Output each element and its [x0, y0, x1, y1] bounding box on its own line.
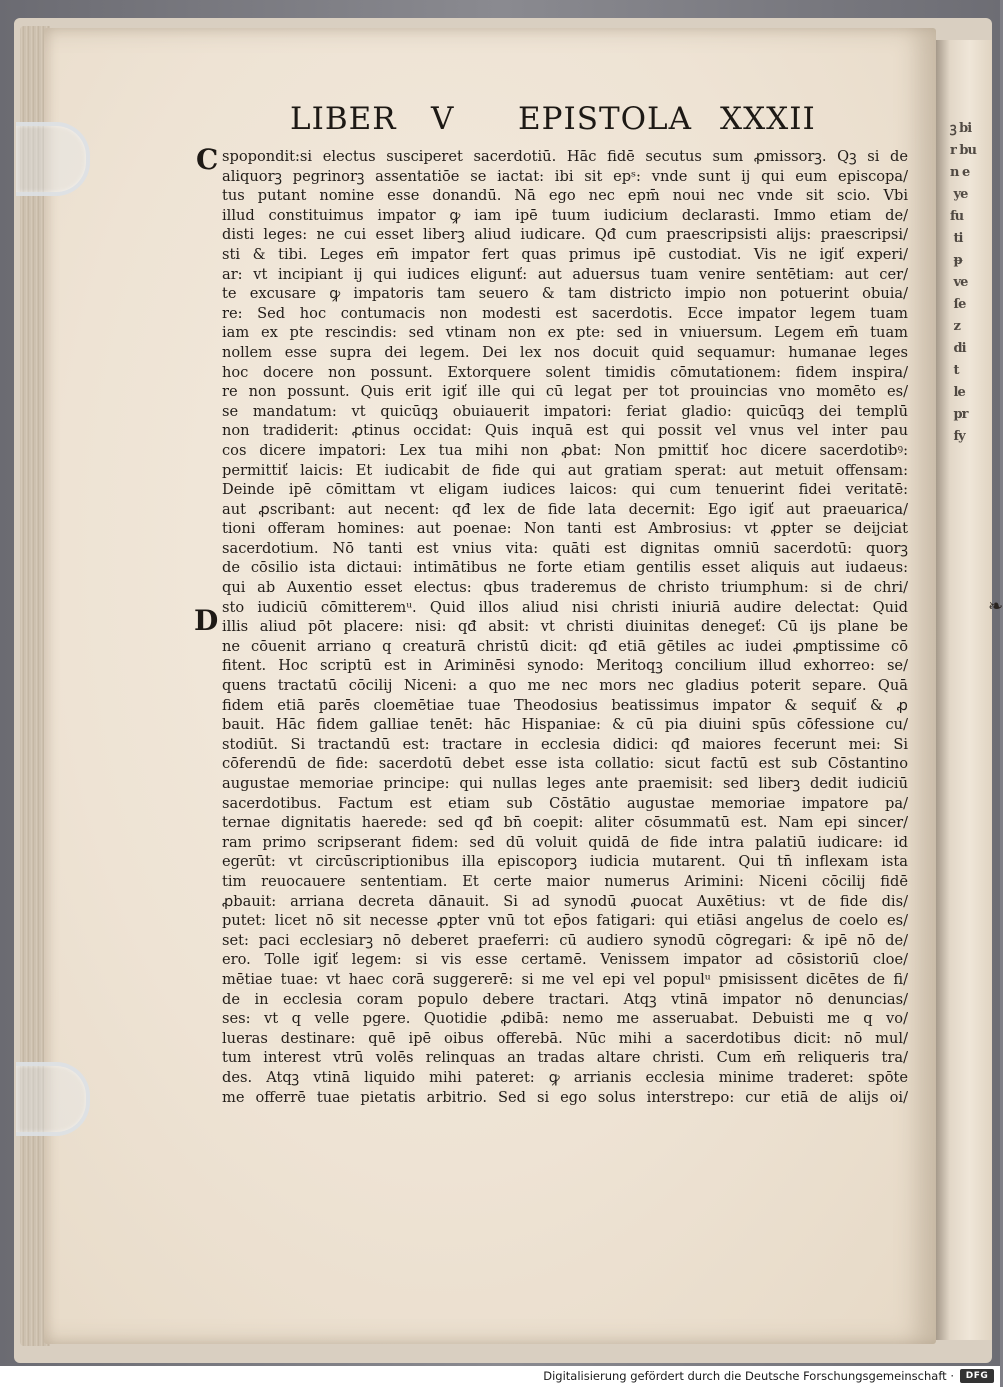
text-line: ero. Tolle igiť legem: si vis esse certamē. Venissem impator ad cōsistoriū cloe/	[222, 951, 908, 969]
text-line: non tradiderit: ꝓtinus occidat: Quis inquā est qui possit vel vnus vel inter pau	[222, 422, 908, 440]
dfg-logo: DFG	[960, 1369, 994, 1383]
text-line: disti leges: ne cui esset liberꝫ aliud iudicare. Qđ cum praescripsisti alijs: praescripsi/	[222, 226, 908, 244]
text-line: de cōsilio ista dictaui: intimātibus ne forte etiam gentilis esset aliquis aut iudaeus:	[222, 559, 908, 577]
running-head-epistola: EPISTOLA	[518, 101, 693, 137]
main-text-block	[222, 147, 908, 1107]
text-line: fitent. Hoc scriptū est in Ariminēsi synodo: Meritoqꝫ concilium illud exhorreo: se/	[222, 657, 908, 675]
text-line: ses: vt q velle pgere. Quotidie ꝓdibā: nemo me asseruabat. Debuisti me q vo/	[222, 1010, 908, 1028]
text-line: tioni offeram homines: aut poenae: Non tanti est Ambrosius: vt ꝓpter se deijciat	[222, 520, 908, 538]
text-line: permittiť laicis: Et iudicabit de fide qui aut gratiam sperat: aut metuit offensam:	[222, 461, 908, 479]
text-line: stodiūt. Si tractandū est: tractare in ecclesia didici: qđ maiores fecerunt mei: Si	[222, 735, 908, 753]
text-line: se mandatum: vt quicūqꝫ obuiauerit impatori: feriat gladio: quicūqꝫ dei templū	[222, 402, 908, 420]
text-line: lueras destinare: quē ipē oibus offerebā. Nūc mihi a sacerdotibus dicit: nō mul/	[222, 1029, 908, 1047]
text-line: ram primo scripserant fidem: sed dū voluit quidā de fide intra palatiū iudicare: id	[222, 833, 908, 851]
text-line: fidem etiā parēs cloemētiae tuae Theodosius beatissimus impator & sequiť & ꝓ	[222, 696, 908, 714]
text-line: re: Sed hoc contumacis non modesti est sacerdotis. Ecce impator legem tuam	[222, 304, 908, 322]
text-line: te excusare ꝙ impatoris tam seuero & tam districto impio non potuerint obuia/	[222, 285, 908, 303]
margin-ornament: ❧	[988, 596, 1003, 617]
book-clip-bottom	[16, 1062, 90, 1136]
text-line: mētiae tuae: vt haec corā suggererē: si me vel epi vel populᵘ pmisissent dicētes de fi/	[222, 970, 908, 988]
text-line: me offerrē tuae pietatis arbitrio. Sed si ego solus interstrepo: cur etiā de alijs oi/	[222, 1088, 908, 1106]
text-line: sti & tibi. Leges em̄ impator fert quas primus ipē custodiat. Vis ne igiť experi/	[222, 245, 908, 263]
text-line: sto iudiciū cōmitteremᵘ. Quid illos aliud nisi christi iniuriā audire delectat: Quid	[222, 598, 908, 616]
footer-credit-text: Digitalisierung gefördert durch die Deutsche Forschungsgemeinschaft ·	[543, 1369, 954, 1383]
text-line: tus putant nomine esse donandū. Nā ego nec epm̄ noui nec vnde sit scio. Vbi	[222, 187, 908, 205]
initial-capital-d: D	[194, 604, 219, 637]
initial-capital-c: C	[196, 143, 219, 176]
next-page-edge	[936, 40, 992, 1340]
text-line: des. Atqꝫ vtinā liquido mihi pateret: ꝙ arrianis ecclesia minime traderet: spōte	[222, 1068, 908, 1086]
text-line: augustae memoriae principe: qui nullas leges ante praemisit: sed liberꝫ dedit iudiciū	[222, 775, 908, 792]
text-line: sacerdotium. Nō tanti est vnius vita: quāti est dignitas omniū sacerdotū: quorꝫ	[222, 539, 908, 557]
text-line: quens tractatū cōcilij Niceni: a quo me nec mors nec gladius poterit separe. Quā	[222, 677, 908, 695]
text-line: hoc docere non possunt. Extorquere solent timidis cōmutationem: fidem inspira/	[222, 363, 908, 381]
running-head-liber: LIBER	[290, 101, 397, 137]
text-line: cos dicere impatori: Lex tua mihi non ꝓbat: Non pmittiť hoc dicere sacerdotibꝰ:	[222, 441, 908, 459]
text-line: spopondit:si electus susciperet sacerdotiū. Hāc fidē secutus sum ꝓmissorꝫ. Qꝫ si de	[222, 148, 908, 165]
book-clip-top	[16, 122, 90, 196]
text-line: ne cōuenit arriano q creaturā christū dicit: qđ etiā gētiles ac iudei ꝓmptissime cō	[222, 637, 908, 655]
text-line: ternae dignitatis haerede: sed qđ bn̄ coepit: aliter cōsummatū est. Nam epi sincer/	[222, 814, 908, 832]
text-line: egerūt: vt circūscriptionibus illa episcoporꝫ iudicia mutarent. Qui tn̄ inflexam ista	[222, 853, 908, 871]
text-line: illud constituimus impator ꝙ iam ipē tuum iudicium declarasti. Immo etiam de/	[222, 206, 908, 224]
next-page-text: ꝫ bi r bu n e ye fu ti ᵽ ve ſe z di t le pr fy	[950, 121, 976, 444]
text-line: aliquorꝫ pegrinorꝫ assentatiōe se iactat: ibi sit epˢ: vnde sunt ij qui eum episcopa/	[222, 167, 908, 185]
text-line: tum interest vtrū volēs relinquas an tradas altare christi. Cum em̄ reliqueris tra/	[222, 1049, 908, 1067]
text-line: re non possunt. Quis erit igiť ille qui cū legat per tot prouincias vno momēto es/	[222, 383, 908, 401]
text-line: bauit. Hāc fidem galliae tenēt: hāc Hispaniae: & cū pia diuini spūs cōfessione cu/	[222, 716, 908, 734]
text-line: cōferendū de fide: sacerdotū debet esse ista collatio: sicut factū est sub Cōstantino	[222, 755, 908, 773]
text-line: set: paci ecclesiarꝫ nō deberet praeferri: cū audiero synodū cōgregari: & ipē nō de/	[222, 931, 908, 949]
footer-credit-bar	[0, 1366, 1000, 1387]
text-line: de in ecclesia coram populo debere tractari. Atqꝫ vtinā impator nō denuncias/	[222, 990, 908, 1008]
running-head	[290, 101, 830, 141]
text-line: ꝓbauit: arriana decreta dānauit. Si ad synodū ꝓuocat Auxētius: vt de fide dis/	[222, 892, 908, 910]
running-head-epistola-number: XXXII	[720, 101, 816, 137]
text-line: qui ab Auxentio esset electus: qbus traderemus de christo triumphum: si de chri/	[222, 579, 908, 597]
text-line: tim reuocauere sententiam. Et certe maior numerus Arimini: Niceni cōcilij fidē	[222, 872, 908, 890]
text-line: sacerdotibus. Factum est etiam sub Cōstātio augustae memoriae impatore pa/	[222, 794, 908, 812]
text-line: nollem esse supra dei legem. Dei lex nos docuit quid sequamur: humanae leges	[222, 343, 908, 361]
text-line: putet: licet nō sit necesse ꝓpter vnū tot ep̄os fatigari: qui etiāsi angelus de coelo es/	[222, 912, 908, 930]
text-line: ar: vt incipiant ij qui iudices eligunť: aut aduersus tuam venire sentētiam: aut cer/	[222, 265, 908, 283]
text-line: aut ꝓscribant: aut necent: qđ lex de fide lata decernit: Ego igiť aut praeuarica/	[222, 500, 908, 518]
text-line: Deinde ipē cōmittam vt eligam iudices laicos: qui cum tenuerint fidei veritatē:	[222, 481, 908, 499]
text-line: iam ex pte rescindis: sed vtinam non ex pte: sed in vniuersum. Legem em̄ tuam	[222, 324, 908, 342]
running-head-liber-number: V	[431, 101, 455, 137]
text-line: illis aliud pōt placere: nisi: qđ absit: vt christi diuinitas denegeť: Cū ijs plane be	[222, 618, 908, 636]
